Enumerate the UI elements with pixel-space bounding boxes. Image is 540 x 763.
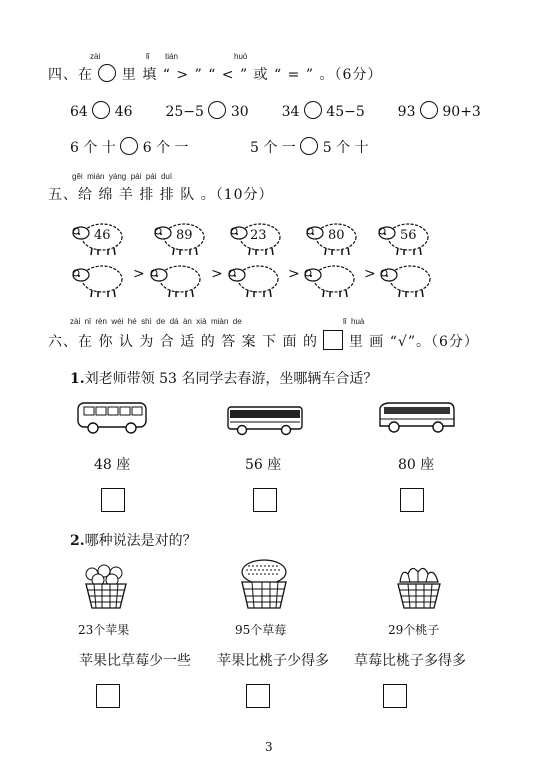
answer-box-statement-1[interactable]	[96, 684, 120, 708]
compare-left: 34	[281, 104, 300, 120]
question-2	[70, 530, 197, 550]
compare-left: 6 个 十	[70, 140, 116, 156]
compare-left: 93	[397, 104, 416, 120]
sheep-blank-4[interactable]	[302, 260, 356, 302]
sheep-numbered-4	[304, 218, 358, 260]
sheep-numbered-1	[70, 218, 124, 260]
circle-symbol-icon	[98, 64, 116, 82]
answer-circle[interactable]	[92, 101, 110, 119]
compare-right: 46	[114, 104, 133, 120]
statement-3: 草莓比桃子多得多	[354, 653, 466, 669]
compare-right: 5 个 十	[322, 140, 369, 156]
strawberry-basket-icon	[236, 556, 292, 612]
answer-box-48[interactable]	[101, 488, 125, 512]
section6-pinyin-2: lǐ huà	[343, 317, 365, 326]
compare-right: 30	[230, 104, 249, 120]
answer-box-statement-2[interactable]	[246, 684, 270, 708]
square-symbol-icon	[323, 330, 343, 350]
sheep-number: 56	[400, 228, 417, 243]
option-80-seats: 80 座	[398, 457, 435, 473]
caption-strawberries: 95个草莓	[235, 623, 287, 637]
section6-heading	[48, 330, 479, 351]
answer-circle[interactable]	[300, 137, 318, 155]
section5-pinyin: gěi mián yáng pái pái duì	[72, 172, 173, 181]
compare-row-2b	[250, 137, 369, 157]
sheep-number: 89	[176, 228, 193, 243]
section6-instruction: 里 画 “√”。（6分）	[348, 334, 479, 350]
compare-right: 45−5	[326, 104, 365, 120]
statement-1: 苹果比草莓少一些	[79, 653, 191, 669]
section6-pinyin-1: zài nǐ rèn wéi hé shì de dá àn xià miàn de	[70, 317, 242, 326]
sheep-number: 80	[328, 228, 345, 243]
greater-than-sign: >	[133, 266, 145, 282]
peach-basket-icon	[392, 560, 446, 612]
answer-box-statement-3[interactable]	[383, 684, 407, 708]
question-number: 1.	[70, 371, 85, 387]
question-text: 刘老师带领 53 名同学去春游，坐哪辆车合适？	[84, 371, 378, 387]
sheep-number: 23	[250, 228, 267, 243]
section5-heading: 五、给 绵 羊 排 排 队 。（10分）	[48, 187, 274, 203]
sheep-blank-1[interactable]	[70, 260, 124, 302]
compare-row-2a	[70, 137, 189, 157]
question-number: 2.	[70, 533, 85, 549]
bus-48-icon	[76, 400, 150, 436]
option-48-seats: 48 座	[94, 457, 131, 473]
compare-row-1	[70, 101, 481, 120]
question-1	[70, 368, 377, 388]
page-number: 3	[265, 740, 273, 754]
sheep-numbered-3	[228, 218, 282, 260]
section4-prefix: 四、在	[48, 67, 93, 83]
answer-circle[interactable]	[304, 101, 322, 119]
pinyin-li: lǐ	[146, 52, 150, 61]
compare-left: 5 个 一	[250, 140, 296, 156]
compare-left: 25−5	[165, 104, 204, 120]
answer-circle[interactable]	[120, 137, 138, 155]
bus-80-icon	[376, 400, 458, 436]
bus-56-icon	[226, 404, 306, 438]
compare-right: 90+3	[442, 104, 481, 120]
option-56-seats: 56 座	[245, 457, 282, 473]
sheep-numbered-5	[376, 218, 430, 260]
caption-peaches: 29个桃子	[388, 623, 440, 637]
section6-prefix: 六、在 你 认 为 合 适 的 答 案 下 面 的	[48, 334, 318, 350]
pinyin-huo: huò	[234, 52, 248, 61]
sheep-blank-2[interactable]	[148, 260, 202, 302]
caption-apples: 23个苹果	[78, 623, 130, 637]
apple-basket-icon	[80, 560, 132, 612]
answer-box-80[interactable]	[400, 488, 424, 512]
sheep-numbered-2	[152, 218, 206, 260]
greater-than-sign: >	[364, 266, 376, 282]
sheep-blank-3[interactable]	[226, 260, 280, 302]
statement-2: 苹果比桃子少得多	[217, 653, 329, 669]
sheep-blank-5[interactable]	[378, 260, 432, 302]
sheep-number: 46	[94, 228, 111, 243]
answer-box-56[interactable]	[253, 488, 277, 512]
answer-circle[interactable]	[208, 101, 226, 119]
greater-than-sign: >	[288, 266, 300, 282]
greater-than-sign: >	[211, 266, 223, 282]
compare-left: 64	[70, 104, 88, 120]
compare-right: 6 个 一	[142, 140, 189, 156]
question-text: 哪种说法是对的？	[84, 533, 197, 549]
section4-instruction: 里 填 “ > ” “ < ” 或 “ = ” 。（6分）	[121, 67, 383, 83]
answer-circle[interactable]	[420, 101, 438, 119]
pinyin-zai: zài	[90, 52, 101, 61]
section4-heading	[48, 64, 382, 84]
pinyin-tian: tián	[165, 52, 178, 61]
